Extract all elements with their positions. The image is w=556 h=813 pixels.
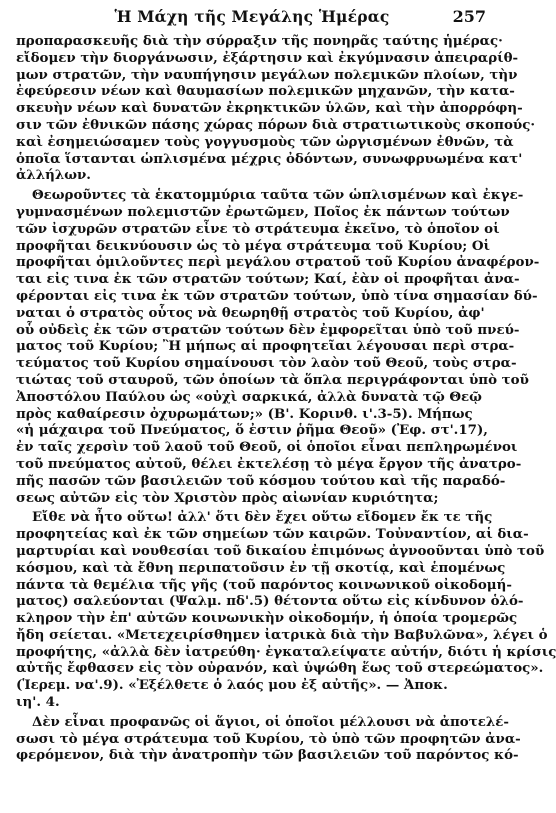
paragraph-3 <box>16 509 556 711</box>
text-line: ἀλλήλων. <box>16 167 91 184</box>
text-line: ματος) σαλεύονται (Ψαλμ. πδ'.5) θέτοντα οὕτω εἰς κίνδυνον ὁλό- <box>16 593 524 610</box>
text-line: προπαρασκευῆς διὰ τὴν σύρραξιν τῆς πονηρᾶς ταύτης ἡμέρας· <box>16 33 503 49</box>
text-line: ιη'. 4. <box>16 694 60 711</box>
running-header <box>16 6 488 28</box>
text-line: ἐν ταῖς χερσὶν τοῦ λαοῦ τοῦ Θεοῦ, οἱ ὁποῖοι εἶναι πεπληρωμένοι <box>16 439 518 456</box>
paragraph-4 <box>16 713 521 764</box>
text-line: σωσι τὸ μέγα στράτευμα τοῦ Κυρίου, τὸ ὑπὸ τῶν προφητῶν ἀνα- <box>16 730 521 747</box>
text-line: τεύματος τοῦ Κυρίου σημαίνουσι τὸν λαὸν τοῦ Θεοῦ, τοὺς στρα- <box>16 355 517 372</box>
text-line: προφητείας καὶ ἐκ τῶν σημείων τῶν καιρῶν. Τοὐναντίον, αἱ δια- <box>16 526 529 543</box>
text-line: οὗ οὐδεὶς ἐκ τῶν στρατῶν τούτων δὲν ἐμφορεῖται ὑπὸ τοῦ πνεύ- <box>16 321 520 338</box>
text-line: τιώτας τοῦ σταυροῦ, τῶν ὁποίων τὰ ὅπλα περιγράφονται ὑπὸ τοῦ <box>16 371 529 388</box>
text-line: σκευὴν νέων καὶ δυνατῶν ἐκρηκτικῶν ὑλῶν, καὶ τὴν ἀπορρόφη- <box>16 100 523 117</box>
text-line: Εἴθε νὰ ἦτο οὕτω! ἀλλ' ὅτι δὲν ἔχει οὕτω εἴδομεν ἔκ τε τῆς <box>32 509 493 526</box>
text-line: ὁποῖα ἵστανται ὡπλισμένα μέχρις ὀδόντων, συνωφρυωμένα κατ' <box>16 150 523 167</box>
text-line: μαρτυρίαι καὶ νουθεσίαι τοῦ δικαίου ἐπιμόνως ἀγνοοῦνται ὑπὸ τοῦ <box>16 542 545 559</box>
running-title: Ἡ Μάχη τῆς Μεγάλης Ἡμέρας <box>114 7 390 26</box>
paragraph-2 <box>16 187 540 506</box>
text-line: Ἀποστόλου Παύλου ὡς «οὐχὶ σαρκικά, ἀλλὰ δυνατὰ τῷ Θεῷ <box>16 388 482 405</box>
text-line: φερόμενον, διὰ τὴν ἀνατροπὴν τῶν βασιλειῶν τοῦ παρόντος κό- <box>16 747 519 764</box>
text-line: κόσμου, καὶ τὰ ἔθνη περιπατοῦσιν ἐν τῇ σκοτίᾳ, καὶ ἑπομένως <box>16 559 506 576</box>
body-text <box>16 33 556 764</box>
text-line: αὐτῆς ἔφθασεν εἰς τὸν οὐρανόν, καὶ ὑψώθη ἕως τοῦ στερεώματος». <box>16 660 544 677</box>
page-number: 257 <box>452 7 486 26</box>
text-line: ματος τοῦ Κυρίου; Ἢ μήπως αἱ προφητεῖαι λέγουσαι περὶ στρα- <box>16 338 515 355</box>
text-line: ἐφεύρεσιν νέων καὶ θαυμασίων πολεμικῶν μηχανῶν, τὴν κατα- <box>16 83 515 100</box>
text-line: φέρονται εἰς τινα ἐκ τῶν στρατῶν τούτων, ὑπὸ τίνα σημασίαν δύ- <box>16 287 538 304</box>
text-line: τοῦ πνεύματος αὐτοῦ, θέλει ἐκτελέσῃ τὸ μέγα ἔργον τῆς ἀνατρο- <box>16 455 522 472</box>
text-line: εἴδομεν τὴν διοργάνωσιν, ἐξάρτησιν καὶ ἐκγύμνασιν ἀπειραρίθ- <box>16 49 519 66</box>
text-line: καὶ ἐσημειώσαμεν τοὺς γογγυσμοὺς τῶν ὠργισμένων ἐθνῶν, τὰ <box>16 133 514 150</box>
text-line: γυμνασμένων πολεμιστῶν ἐρωτῶμεν, Ποῖος ἐκ πάντων τούτων <box>16 203 510 220</box>
text-line: προφῆται ὁμιλοῦντες περὶ μεγάλου στρατοῦ τοῦ Κυρίου ἀναφέρον- <box>16 254 540 271</box>
text-line: προφήτης, «ἀλλὰ δὲν ἰατρεύθη· ἐγκαταλείψατε αὐτήν, διότι ἡ κρίσις <box>16 643 556 660</box>
text-line: ται εἰς τινα ἐκ τῶν στρατῶν τούτων; Καί, ἐὰν οἱ προφῆται ἀνα- <box>16 271 520 288</box>
text-line: Θεωροῦντες τὰ ἑκατομμύρια ταῦτα τῶν ὡπλισμένων καὶ ἐκγε- <box>32 187 524 204</box>
text-line: προφῆται δεικνύουσιν ὡς τὸ μέγα στράτευμα τοῦ Κυρίου; Οἱ <box>16 237 491 254</box>
text-line: τῶν ἰσχυρῶν στρατῶν εἶνε τὸ στράτευμα ἐκεῖνο, τὸ ὁποῖον οἱ <box>16 220 500 237</box>
text-line: Δὲν εἶναι προφανῶς οἱ ἅγιοι, οἱ ὁποῖοι μέλλουσι νὰ ἀποτελέ- <box>32 713 509 730</box>
text-line: σεως αὐτῶν εἰς τὸν Χριστὸν πρὸς αἰωνίαν κυριότητα; <box>16 489 439 506</box>
text-line: πρὸς καθαίρεσιν ὀχυρωμάτων;» (Β'. Κορινθ. ι'.3-5). Μήπως <box>16 405 473 422</box>
text-line: (Ἱερεμ. να'.9). «Ἐξέλθετε ὁ λαός μου ἐξ αὐτῆς». — Ἀποκ. <box>16 677 448 694</box>
text-line: πάντα τὰ θεμέλια τῆς γῆς (τοῦ παρόντος κοινωνικοῦ οἰκοδομή- <box>16 576 512 593</box>
text-line: ναται ὁ στρατὸς οὗτος νὰ θεωρηθῇ στρατὸς τοῦ Κυρίου, ἀφ' <box>16 304 485 321</box>
text-line: πῆς πασῶν τῶν βασιλειῶν τοῦ κόσμου τούτου καὶ τῆς παραδό- <box>16 472 506 489</box>
text-line: ἤδη σείεται. «Μετεχειρίσθημεν ἰατρικὰ διὰ τὴν Βαβυλῶνα», λέγει ὁ <box>16 626 548 643</box>
text-line: κληρον τὴν ἐπ' αὐτῶν κοινωνικὴν οἰκοδομήν, ἡ ὁποία τρομερῶς <box>16 610 518 627</box>
text-line: σιν τῶν ἐθνικῶν πάσης χώρας πόρων διὰ στρατιωτικοὺς σκοπούς· <box>16 116 536 133</box>
paragraph-1 <box>16 33 536 184</box>
text-line: μων στρατῶν, τὴν ναυπήγησιν μεγάλων πολεμικῶν πλοίων, τὴν <box>16 66 518 83</box>
text-line: «ἡ μάχαιρα τοῦ Πνεύματος, ὅ ἐστιν ῥῆμα Θεοῦ» (Ἐφ. στ'.17), <box>16 422 488 439</box>
